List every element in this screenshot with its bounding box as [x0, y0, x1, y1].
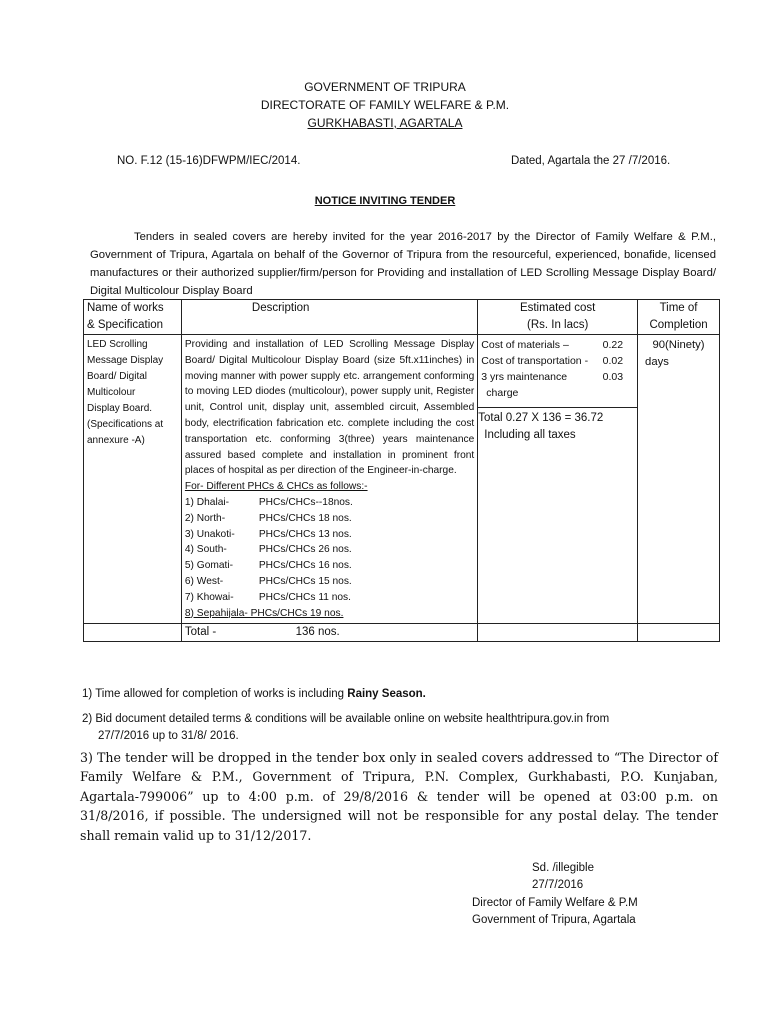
total-row-cell — [181, 624, 477, 642]
phc-district: 5) Gomati- — [184, 560, 234, 572]
paragraph-2-line1: 2) Bid document detailed terms & conditions will be available online on website healthtripura.gov.in from — [82, 713, 610, 725]
phc-list-item — [185, 574, 474, 590]
name-line: Board/ Digital — [87, 371, 148, 382]
phc-list-item — [185, 542, 474, 558]
cell-name-of-works — [84, 335, 182, 624]
header-cost-line2: (Rs. In lacs) — [526, 319, 589, 331]
header-line-directorate: DIRECTORATE OF FAMILY WELFARE & P.M. — [260, 98, 510, 112]
header-time-of-completion — [638, 300, 720, 335]
name-line: LED Scrolling — [87, 339, 148, 350]
name-line: annexure -A) — [87, 435, 145, 446]
intro-text: Tenders in sealed covers are hereby invited for the year 2016-2017 by the Director of Family Welfare & P.M., Government of Tripura, Agartala on behalf of the Governor of Tripura from the resourceful, experienced, bonafide, licensed manufactures or their authorized supplier/firm/person for Providing and installation of LED Scrolling Message Display Board/ Digital Multicolour Display Board — [90, 231, 716, 297]
phc-count: PHCs/CHCs 15 nos. — [258, 575, 352, 587]
table-total-row — [84, 624, 720, 642]
phc-district: 4) South- — [184, 544, 227, 556]
phc-list — [185, 479, 474, 621]
phc-count: PHCs/CHCs--18nos. — [258, 496, 353, 508]
paragraph-1-text: 1) Time allowed for completion of works is including — [82, 688, 348, 700]
header-time-line1: Time of — [659, 302, 698, 314]
name-line: Display Board. — [87, 403, 153, 414]
header-name-of-works — [84, 300, 182, 335]
phc-list-item — [185, 590, 474, 606]
phc-district: 7) Khowai- — [184, 591, 234, 603]
phc-list-item — [185, 511, 474, 527]
header-address-text: GURKHABASTI, AGARTALA — [307, 116, 463, 130]
header-time-line2: Completion — [649, 319, 708, 331]
total-row-blank — [84, 624, 182, 642]
signature-designation: Director of Family Welfare & P.M — [472, 897, 638, 909]
name-line: (Specifications at — [87, 419, 164, 430]
header-line-government: GOVERNMENT OF TRIPURA — [304, 80, 466, 94]
phc-list-item — [185, 558, 474, 574]
total-row-time-blank — [638, 624, 720, 642]
cost-total-box — [478, 407, 637, 444]
name-lines — [87, 337, 178, 449]
cost-item — [481, 369, 637, 385]
phc-count: PHCs/CHCs 13 nos. — [258, 528, 352, 540]
cost-item-label: Cost of materials – — [481, 339, 569, 351]
cost-items — [478, 337, 637, 385]
time-value: 90(Ninety) — [652, 339, 705, 351]
phc-list-item — [185, 495, 474, 511]
cost-item-value: 0.22 — [602, 339, 624, 351]
header-cost-line1: Estimated cost — [519, 302, 596, 314]
signature-date: 27/7/2016 — [532, 879, 584, 891]
header-description-text: Description — [251, 302, 310, 314]
cost-item-label: Cost of transportation - — [481, 355, 589, 367]
name-line: Message Display — [87, 355, 164, 366]
intro-paragraph — [90, 228, 716, 300]
reference-number: NO. F.12 (15-16)DFWPM/IEC/2014. — [117, 155, 301, 167]
phc-heading: For- Different PHCs & CHCs as follows:- — [184, 481, 368, 493]
phc-district: 3) Unakoti- — [184, 528, 235, 540]
total-row-cost-blank — [478, 624, 638, 642]
cost-including-taxes: Including all taxes — [484, 429, 576, 441]
paragraph-1-bold: Rainy Season. — [347, 688, 426, 700]
header-line-address — [0, 116, 770, 130]
paragraph-3: 3) The tender will be dropped in the tender box only in sealed covers addressed to “The Director of Family Welfare & P.M., Government of Tripura, P.N. Complex, Gurkhabasti, P.O. Kunjaban, Agartala-799006” up to 4:00 p.m. of 29/8/2016 & tender will be opened at 03:00 p.m. on 31/8/2016, if possible. The undersigned will not be responsible for any postal delay. The tender shall remain valid up to 31/12/2017. — [80, 750, 718, 843]
phc-count: PHCs/CHCs 11 nos. — [258, 591, 351, 603]
header-name-line1: Name of works — [87, 302, 164, 314]
cost-charge: charge — [486, 387, 519, 399]
cost-item — [481, 353, 637, 369]
phc-last-item: 8) Sepahijala- PHCs/CHCs 19 nos. — [184, 607, 344, 619]
phc-count: PHCs/CHCs 18 nos. — [258, 512, 352, 524]
cell-estimated-cost — [478, 335, 638, 624]
total-value: 136 nos. — [295, 626, 340, 639]
total-label: Total - — [184, 626, 217, 639]
phc-district: 2) North- — [184, 512, 226, 524]
dated-line: Dated, Agartala the 27 /7/2016. — [511, 155, 671, 167]
header-description — [181, 300, 477, 335]
description-text: Providing and installation of LED Scrolling Message Display Board/ Digital Multicolour Display Board (size 5ft.x11inches) in moving manner with power supply etc. arrangement conforming to moving LED diodes (multicolour), power supply unit, Register unit, Control unit, display unit, assembled circuit, Assembled body, electrification fabrication etc. complete including the cost transportation etc. conforming 3(three) years maintenance assured based complete and installation in prominent front places of hospital as per direction of the Engineer-in-charge. — [184, 339, 475, 477]
paragraph-2-line2: 27/7/2016 up to 31/8/ 2016. — [98, 730, 239, 742]
header-estimated-cost — [478, 300, 638, 335]
paragraph-1 — [82, 686, 426, 703]
phc-district: 6) West- — [184, 575, 224, 587]
signature-sd: Sd. /illegible — [532, 862, 595, 874]
header-name-line2: & Specification — [87, 319, 164, 331]
notice-title: NOTICE INVITING TENDER — [314, 195, 456, 207]
phc-list-item — [185, 527, 474, 543]
cost-item-value: 0.02 — [602, 355, 624, 367]
cost-item — [481, 337, 637, 353]
signature-office: Government of Tripura, Agartala — [472, 914, 636, 926]
cost-item-label: 3 yrs maintenance — [481, 371, 568, 383]
tender-table — [83, 299, 720, 642]
name-line: Multicolour — [87, 387, 136, 398]
phc-items — [185, 495, 474, 606]
table-row — [84, 335, 720, 624]
cost-total: Total 0.27 X 136 = 36.72 — [478, 412, 604, 424]
cost-item-value: 0.03 — [602, 371, 624, 383]
time-unit: days — [645, 356, 669, 368]
cell-description — [181, 335, 477, 624]
cell-time-of-completion — [638, 335, 720, 624]
phc-count: PHCs/CHCs 26 nos. — [258, 544, 352, 556]
table-header-row — [84, 300, 720, 335]
phc-district: 1) Dhalai- — [184, 496, 230, 508]
phc-count: PHCs/CHCs 16 nos. — [258, 560, 352, 572]
